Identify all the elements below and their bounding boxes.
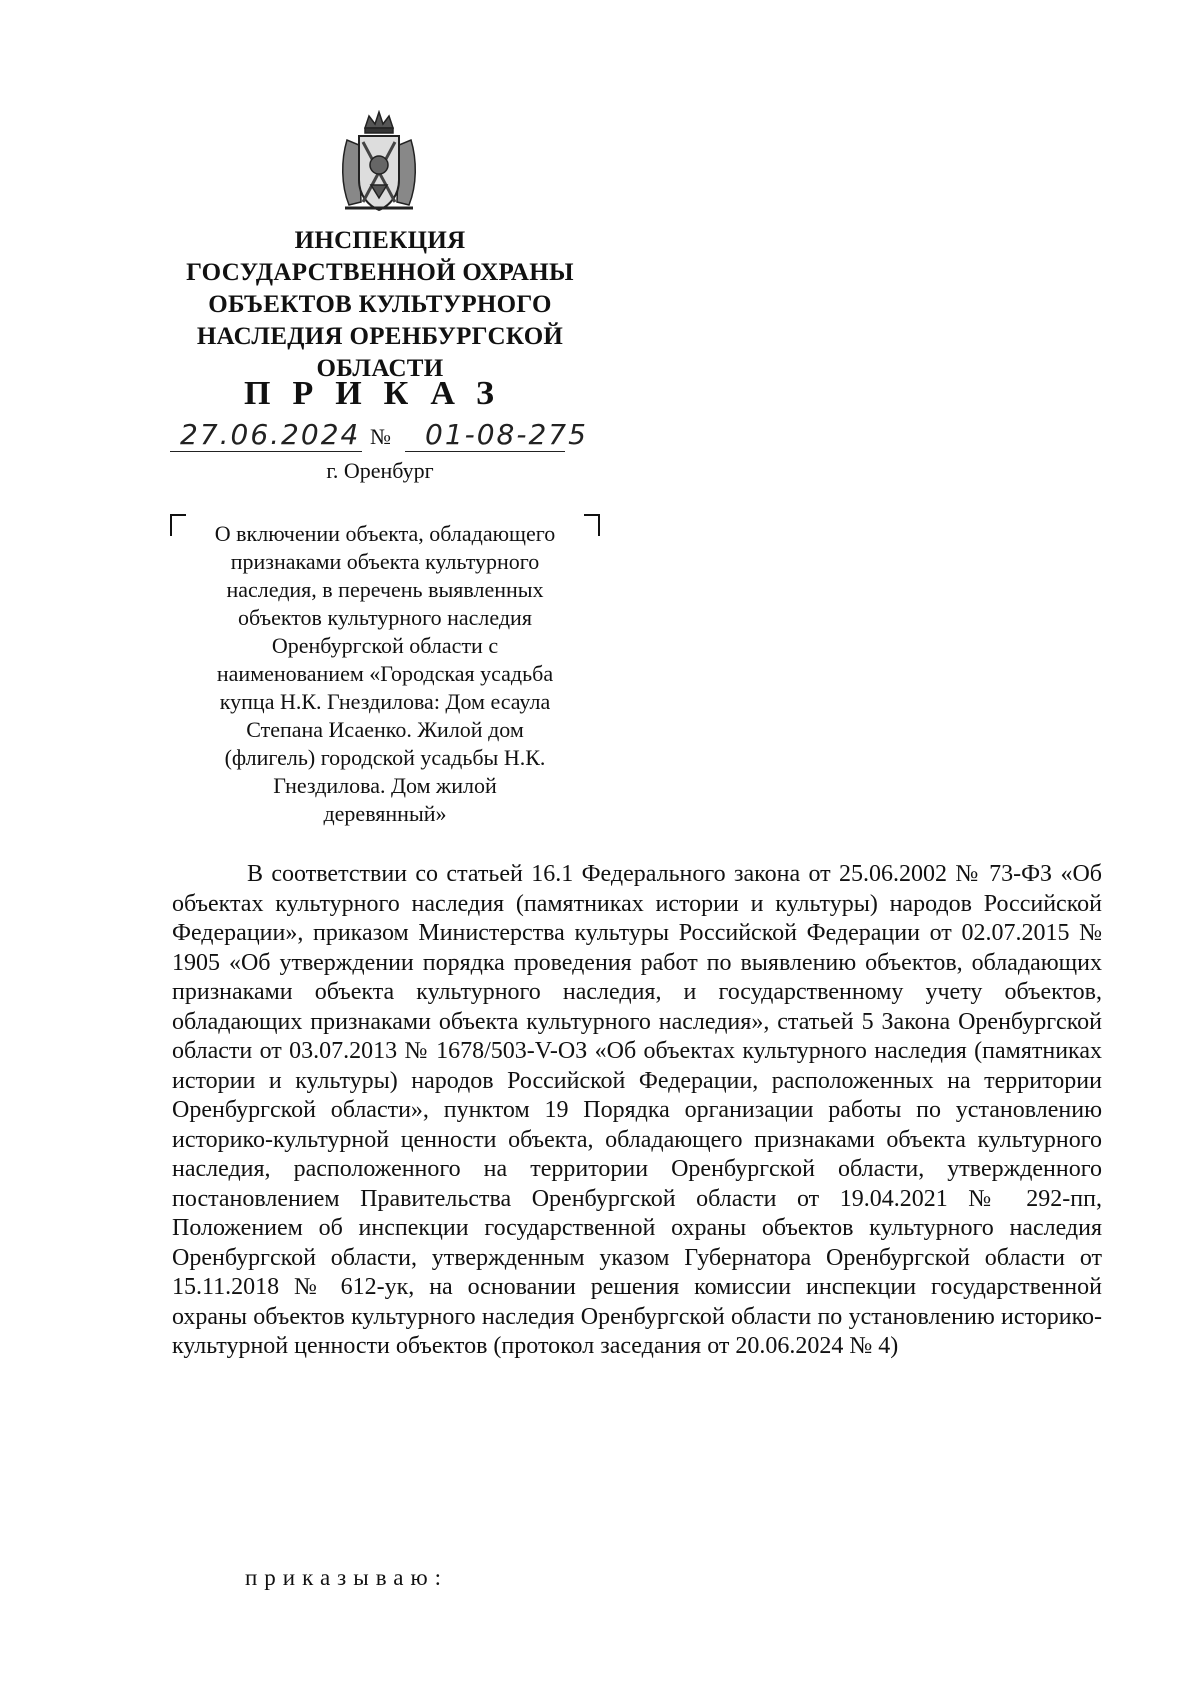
org-line: ГОСУДАРСТВЕННОЙ ОХРАНЫ	[186, 259, 574, 286]
org-line: ОБЛАСТИ	[316, 355, 444, 382]
subject-line: О включении объекта, обладающего	[214, 521, 556, 546]
number-label: №	[370, 424, 391, 449]
org-line: НАСЛЕДИЯ ОРЕНБУРГСКОЙ	[196, 323, 564, 350]
subject-line: Гнездилова. Дом жилой	[273, 773, 497, 798]
org-line: ОБЪЕКТОВ КУЛЬТУРНОГО	[208, 291, 552, 318]
handwritten-number: 01-08-275	[425, 418, 588, 451]
date-underline	[170, 451, 362, 452]
subject-line: деревянный»	[323, 801, 447, 826]
org-line: ИНСПЕКЦИЯ	[294, 227, 466, 254]
date-number-line	[170, 418, 630, 454]
document-type-title: ПРИКАЗ	[244, 375, 516, 412]
subject-text	[170, 508, 600, 828]
subject-line: купца Н.К. Гнездилова: Дом есаула	[219, 689, 551, 714]
subject-line: объектов культурного наследия	[238, 605, 532, 630]
subject-line: (флигель) городской усадьбы Н.К.	[224, 745, 546, 770]
organization-name	[170, 225, 590, 385]
left-corner-bracket	[170, 514, 186, 536]
subject-line: Оренбургской области с	[271, 633, 499, 658]
subject-block	[170, 508, 600, 828]
subject-line: признаками объекта культурного	[230, 549, 540, 574]
subject-line: наименованием «Городская усадьба	[216, 661, 554, 686]
coat-of-arms-emblem	[335, 110, 423, 215]
city: г. Оренбург	[326, 458, 434, 483]
handwritten-date: 27.06.2024	[180, 418, 361, 451]
right-corner-bracket	[584, 514, 600, 536]
subject-line: наследия, в перечень выявленных	[226, 577, 544, 602]
order-closing: приказываю:	[245, 1565, 449, 1590]
number-underline	[405, 451, 565, 452]
subject-line: Степана Исаенко. Жилой дом	[246, 717, 524, 742]
body-paragraph: В соответствии со статьей 16.1 Федерального закона от 25.06.2002 № 73-ФЗ «Об объектах культурного наследия (памятниках истории и культуры) народов Российской Федерации», приказом Министерства культуры Российской Федерации от 02.07.2015 № 1905 «Об утверждении порядка проведения работ по выявлению объектов, обладающих признаками объекта культурного наследия, и государственному учету объектов, обладающих признаками объекта культурного наследия», статьей 5 Закона Оренбургской области от 03.07.2013 № 1678/503-V-ОЗ «Об объектах культурного наследия (памятниках истории и культуры) народов Российской Федерации, расположенных на территории Оренбургской области», пунктом 19 Порядка организации работы по установлению историко-культурной ценности объекта, обладающего признаками объекта культурного наследия, расположенного на территории Оренбургской области, утвержденного постановлением Правительства Оренбургской области от 19.04.2021 № 292-пп, Положением об инспекции государственной охраны объектов культурного наследия Оренбургской области, утвержденным указом Губернатора Оренбургской области от 15.11.2018 № 612-ук, на основании решения комиссии инспекции государственной охраны объектов культурного наследия Оренбургской области по установлению историко-культурной ценности объектов (протокол заседания от 20.06.2024 № 4)	[172, 861, 1102, 1359]
